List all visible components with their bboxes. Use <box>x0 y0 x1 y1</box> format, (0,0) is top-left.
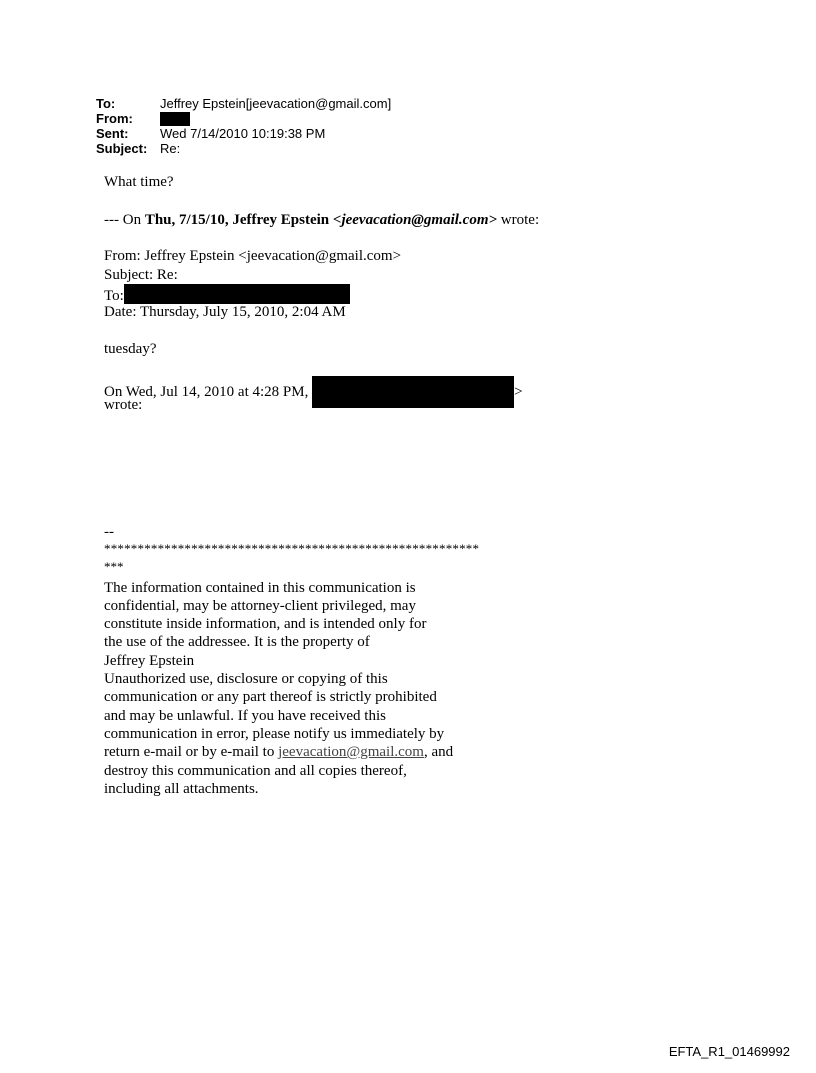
disclaimer-line: Jeffrey Epstein <box>104 653 195 669</box>
disclaimer-line: constitute inside information, and is intended only for <box>104 616 427 632</box>
sent-label: Sent: <box>96 126 129 141</box>
on-suffix: > <box>514 384 523 400</box>
disclaimer-line: destroy this communication and all copies thereof, <box>104 763 407 779</box>
return-suffix: , and <box>423 744 454 760</box>
wrote-line: wrote: <box>104 397 143 413</box>
to-value: Jeffrey Epstein[jeevacation@gmail.com] <box>160 96 392 111</box>
subject-value: Re: <box>160 141 181 156</box>
disclaimer-line: The information contained in this communication is <box>104 580 416 596</box>
fwd-to-label: To: <box>104 288 124 304</box>
signature-stars-2: *** <box>104 559 124 574</box>
sent-value: Wed 7/14/2010 10:19:38 PM <box>160 126 326 141</box>
message-text: tuesday? <box>104 341 157 357</box>
return-prefix: return e-mail or by e-mail to <box>104 744 279 760</box>
signature-dash: -- <box>104 524 114 540</box>
on-prefix: On Wed, Jul 14, 2010 at 4:28 PM, <box>104 384 313 400</box>
document-id: EFTA_R1_01469992 <box>668 1044 790 1059</box>
from-row <box>96 111 391 126</box>
disclaimer-line: confidential, may be attorney-client privileged, may <box>104 598 416 614</box>
subject-label: Subject: <box>96 141 148 156</box>
return-line <box>104 743 453 761</box>
fwd-subject: Subject: Re: <box>104 267 178 283</box>
fwd-from: From: Jeffrey Epstein <jeevacation@gmail.com> <box>104 248 402 264</box>
quote-email-text: <jeevacation@gmail.com> <box>332 212 498 228</box>
quote-date: Thu, 7/15/10, Jeffrey Epstein <box>144 212 333 228</box>
quote-prefix: --- On <box>104 212 145 228</box>
redaction-bar <box>160 112 190 126</box>
reply-text: What time? <box>104 174 174 190</box>
quote-line <box>104 211 539 229</box>
email-link[interactable]: jeevacation@gmail.com <box>278 744 424 760</box>
redaction-bar <box>312 376 514 408</box>
quote-suffix: wrote: <box>497 212 540 228</box>
quote-email <box>333 212 497 228</box>
disclaimer-line: communication or any part thereof is strictly prohibited <box>104 689 437 705</box>
disclaimer-line: the use of the addressee. It is the property of <box>104 634 370 650</box>
sent-row <box>96 126 391 141</box>
signature-stars: ******************************************************** <box>104 541 480 556</box>
to-label: To: <box>96 96 116 111</box>
from-label: From: <box>96 111 133 126</box>
fwd-date: Date: Thursday, July 15, 2010, 2:04 AM <box>104 304 346 320</box>
redaction-bar <box>124 284 350 304</box>
to-row <box>96 96 391 111</box>
disclaimer-line: communication in error, please notify us immediately by <box>104 726 445 742</box>
on-line <box>104 376 523 408</box>
disclaimer-line: Unauthorized use, disclosure or copying of this <box>104 671 388 687</box>
disclaimer-line: and may be unlawful. If you have received this <box>104 708 386 724</box>
subject-row <box>96 141 391 156</box>
fwd-to <box>104 284 350 305</box>
disclaimer-line: including all attachments. <box>104 781 259 797</box>
email-header <box>96 96 391 156</box>
